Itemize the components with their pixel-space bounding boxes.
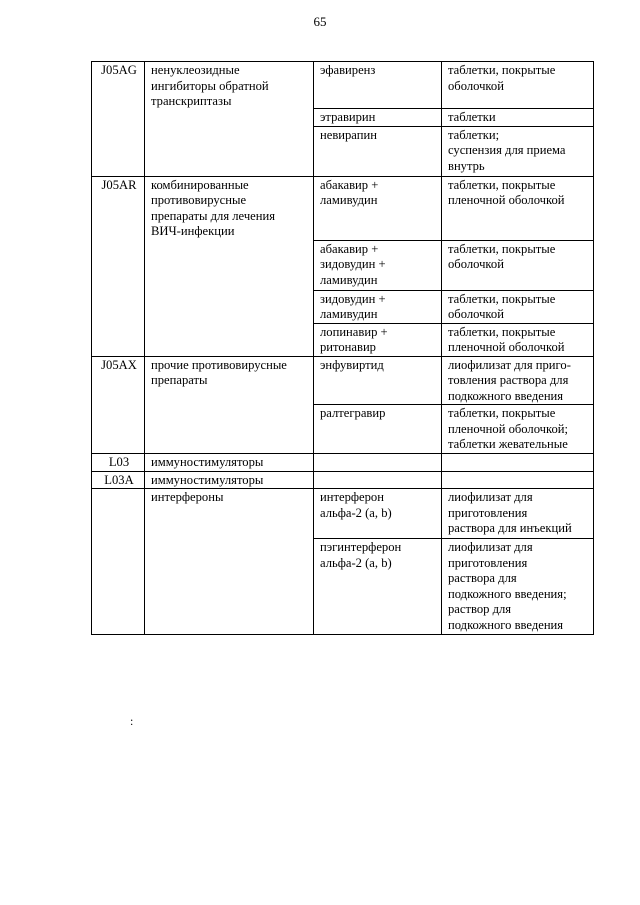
- form-cell: таблетки, покрытые пленочной оболочкой; таблетки жевательные: [442, 405, 594, 454]
- atc-code-cell: L03: [92, 454, 145, 472]
- drug-cell: интерферон альфа-2 (a, b): [314, 489, 442, 539]
- form-cell: лиофилизат для приготовления раствора для подкожного введения; раствор для подкожного введения: [442, 539, 594, 635]
- form-cell: таблетки, покрытые оболочкой: [442, 240, 594, 290]
- table-row: [92, 454, 594, 472]
- atc-code-cell: J05AR: [92, 176, 145, 356]
- form-cell: лиофилизат для приго- товления раствора для подкожного введения: [442, 356, 594, 405]
- form-cell: [442, 471, 594, 489]
- table-row: [92, 471, 594, 489]
- form-cell: [442, 454, 594, 472]
- group-cell: ненуклеозидные ингибиторы обратной транскриптазы: [145, 62, 314, 177]
- form-cell: таблетки, покрытые пленочной оболочкой: [442, 176, 594, 240]
- drug-cell: эфавиренз: [314, 62, 442, 109]
- drug-cell: [314, 471, 442, 489]
- drug-cell: ралтегравир: [314, 405, 442, 454]
- atc-code-cell: [92, 489, 145, 635]
- drug-cell: энфувиртид: [314, 356, 442, 405]
- page-number: 65: [313, 14, 327, 29]
- atc-code-cell: J05AG: [92, 62, 145, 177]
- drug-cell: абакавир + ламивудин: [314, 176, 442, 240]
- stray-mark: :: [130, 714, 134, 728]
- drug-cell: невирапин: [314, 126, 442, 176]
- table-row: [92, 356, 594, 405]
- group-cell: иммуностимуляторы: [145, 454, 314, 472]
- table-row: [92, 62, 594, 109]
- drug-cell: лопинавир + ритонавир: [314, 323, 442, 356]
- table-row: [92, 489, 594, 539]
- group-cell: прочие противовирусные препараты: [145, 356, 314, 454]
- group-cell: иммуностимуляторы: [145, 471, 314, 489]
- table-row: [92, 176, 594, 240]
- drug-cell: абакавир + зидовудин + ламивудин: [314, 240, 442, 290]
- form-cell: таблетки: [442, 109, 594, 127]
- drug-cell: зидовудин + ламивудин: [314, 290, 442, 323]
- form-cell: лиофилизат для приготовления раствора для инъекций: [442, 489, 594, 539]
- drug-cell: пэгинтерферон альфа-2 (a, b): [314, 539, 442, 635]
- group-cell: интерфероны: [145, 489, 314, 635]
- drug-cell: этравирин: [314, 109, 442, 127]
- drug-cell: [314, 454, 442, 472]
- form-cell: таблетки; суспензия для приема внутрь: [442, 126, 594, 176]
- form-cell: таблетки, покрытые оболочкой: [442, 62, 594, 109]
- atc-code-cell: J05AX: [92, 356, 145, 454]
- form-cell: таблетки, покрытые пленочной оболочкой: [442, 323, 594, 356]
- drug-table: [91, 61, 594, 635]
- atc-code-cell: L03A: [92, 471, 145, 489]
- form-cell: таблетки, покрытые оболочкой: [442, 290, 594, 323]
- group-cell: комбинированные противовирусные препараты для лечения ВИЧ-инфекции: [145, 176, 314, 356]
